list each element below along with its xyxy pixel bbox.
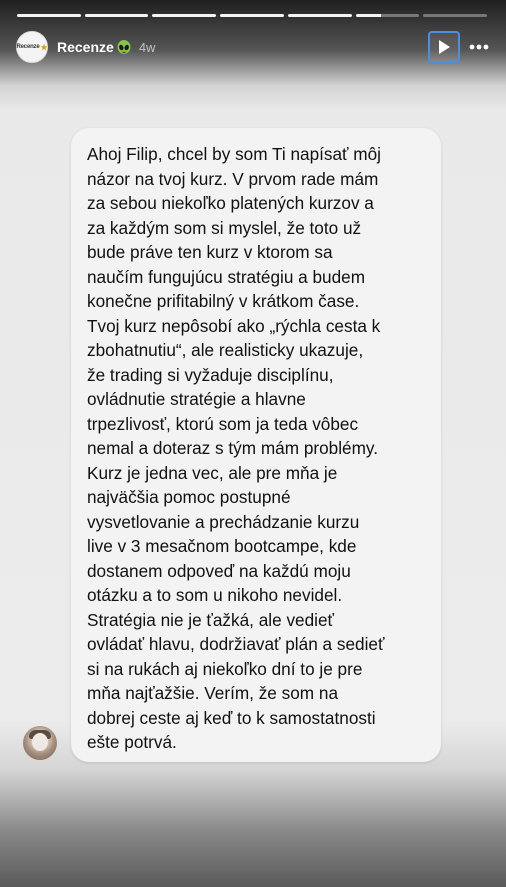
more-options-button[interactable] [468,35,490,59]
progress-segment [220,14,284,17]
avatar-logo-text: Recenze [16,44,40,50]
story-header [16,31,490,63]
story-progress-bar [17,14,487,17]
author-name[interactable]: Recenze [57,39,114,55]
author-avatar[interactable] [16,31,48,63]
progress-segment [423,14,487,17]
message-bubble [71,128,441,762]
more-options-icon [469,44,489,50]
progress-segment [152,14,216,17]
post-time: 4w [138,39,156,55]
sender-avatar [23,726,57,760]
progress-segment [17,14,81,17]
play-button[interactable] [428,31,460,63]
avatar-trophy-icon: ★ [40,42,48,52]
progress-segment [356,14,420,17]
message-text: Ahoj Filip, chcel by som Ti napísať môj názor na tvoj kurz. V prvom rade mám za sebou niekoľko platených kurzov a za každým som si myslel, že toto už bude práve ten kurz v ktorom sa naučím fungujúcu stratégiu a budem konečne prifitabilný v krátkom čase. Tvoj kurz nepôsobí ako „rýchla cesta k zbohatnutiu“, ale realisticky ukazuje, že trading si vyžaduje disciplínu, ovládnutie stratégie a hlavne trpezlivosť, ktorú som ja teda vôbec nemal a doteraz s tým mám problémy. Kurz je jedna vec, ale pre mňa je najväčšia pomoc postupné vysvetlovanie a prechádzanie kurzu live v 3 mesačnom bootcampe, kde dostanem odpoveď na každú moju otázku a to som u nikoho nevidel. Stratégia nie je ťažká, ale vedieť ovládať hlavu, dodržiavať plán a sedieť si na rukách aj niekoľko dní to je pre mňa najťažšie. Verím, že som na dobrej ceste aj keď to k samostatnosti ešte potrvá. [87,144,385,752]
alien-emoji-icon [117,40,131,55]
progress-segment [85,14,149,17]
progress-segment [288,14,352,17]
play-icon [437,39,451,55]
